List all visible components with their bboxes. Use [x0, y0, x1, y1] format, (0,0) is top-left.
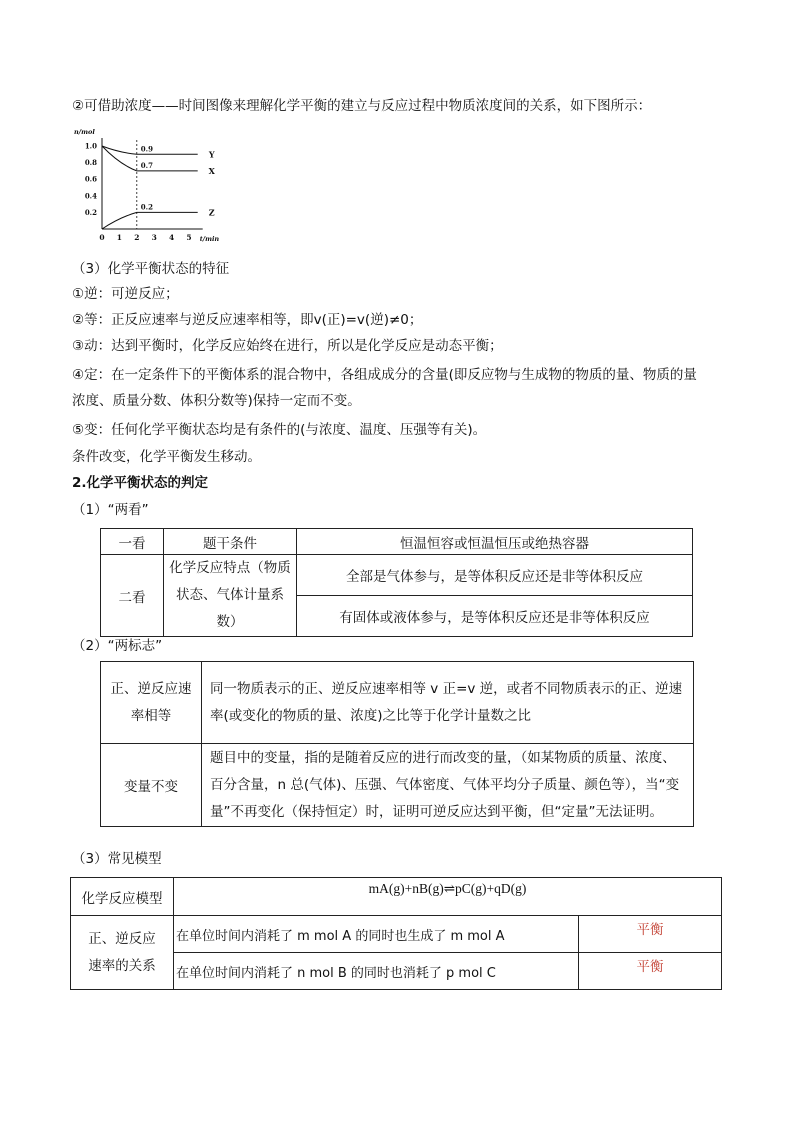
subheading-two-signs: （2）“两标志”: [72, 638, 163, 654]
cell-reaction-features: 化学反应特点（物质 状态、气体计量系数）: [164, 555, 297, 637]
cell-question-conditions: 题干条件: [164, 529, 297, 555]
y-tick-label: 0.4: [84, 191, 97, 201]
x-tick-label: 0: [99, 233, 105, 242]
two-looks-table: [100, 528, 693, 637]
y-tick-label: 0.8: [84, 158, 97, 168]
feature-item-4: ④定：在一定条件下的平衡体系的混合物中，各组成成分的含量(即反应物与生成物的物质的量、物质的量: [72, 367, 697, 383]
x-axis-label: t/min: [199, 235, 220, 243]
x-tick-label: 4: [168, 233, 175, 242]
subheading-two-looks: （1）“两看”: [72, 502, 149, 518]
feature-item-5: ⑤变：任何化学平衡状态均是有条件的(与浓度、温度、压强等有关)。: [72, 422, 487, 438]
series-value-label: 0.9: [140, 144, 153, 154]
y-axis-label: n/mol: [74, 128, 95, 136]
series-value-label: 0.7: [140, 160, 153, 170]
feature-item-1: ①逆：可逆反应；: [72, 286, 179, 302]
subheading-common-models: （3）常见模型: [72, 851, 162, 867]
cell-second-look: 二看: [101, 555, 164, 637]
y-tick-label: 0.2: [84, 207, 97, 217]
cell-first-look: 一看: [101, 529, 164, 555]
cell-condition-2: 在单位时间内消耗了 n mol B 的同时也消耗了 p mol C: [174, 953, 579, 990]
x-tick-label: 2: [134, 233, 140, 242]
cell-all-gas: 全部是气体参与，是等体积反应还是非等体积反应: [297, 555, 693, 596]
result-label: 平衡: [636, 922, 664, 938]
cell-solid-liquid: 有固体或液体参与，是等体积反应还是非等体积反应: [297, 596, 693, 637]
cell-reaction-model: 化学反应模型: [71, 878, 174, 916]
feature-item-2: ②等：正反应速率与逆反应速率相等，即v(正)=v(逆)≠0；: [72, 312, 423, 328]
common-models-table: [70, 877, 722, 990]
cell-result-1: [579, 916, 722, 953]
cell-reaction-equation: mA(g)+nB(g)⇌pC(g)+qD(g): [174, 878, 722, 916]
y-tick-label: 1.0: [84, 141, 97, 151]
section-heading-2: 2.化学平衡状态的判定: [72, 475, 209, 491]
feature-item-4-cont: 浓度、质量分数、体积分数等)保持一定而不变。: [72, 393, 361, 409]
section3-title: （3）化学平衡状态的特征: [72, 261, 230, 277]
x-tick-label: 5: [186, 233, 192, 242]
series-value-label: 0.2: [140, 202, 153, 212]
cell-variable-constant: 变量不变: [101, 744, 202, 827]
feature-item-3: ③动：达到平衡时，化学反应始终在进行，所以是化学反应是动态平衡；: [72, 338, 503, 354]
series-line-z: [102, 212, 198, 229]
y-tick-label: 0.6: [84, 174, 97, 184]
cell-variable-constant-desc: 题目中的变量，指的是随着反应的进行而改变的量，（如某物质的质量、浓度、 百分含量，n 总(气体)、压强、气体密度、气体平均分子质量、颜色等），当“变 量”不再变化（保持恒定）时，证明可逆反应达到平衡，但“定量”无法证明。: [202, 744, 694, 827]
intro-line: ②可借助浓度——时间图像来理解化学平衡的建立与反应过程中物质浓度间的关系，如下图所示：: [72, 98, 652, 114]
cell-rates-equal: 正、逆反应速 率相等: [101, 662, 202, 744]
two-signs-table: [100, 661, 694, 827]
series-name-label: Y: [208, 149, 215, 160]
cell-condition-1: 在单位时间内消耗了 m mol A 的同时也生成了 m mol A: [174, 916, 579, 953]
cell-rate-relation: 正、逆反应 速率的关系: [71, 916, 174, 990]
result-label: 平衡: [636, 959, 664, 975]
x-tick-label: 1: [116, 233, 123, 242]
feature-item-6: 条件改变，化学平衡发生移动。: [72, 449, 261, 465]
cell-container-types: 恒温恒容或恒温恒压或绝热容器: [297, 529, 693, 555]
cell-rates-equal-desc: 同一物质表示的正、逆反应速率相等 v 正=v 逆，或者不同物质表示的正、逆速 率(或变化的物质的量、浓度)之比等于化学计量数之比: [202, 662, 694, 744]
series-name-label: Z: [208, 207, 215, 218]
series-name-label: X: [208, 165, 215, 176]
concentration-time-chart: [72, 126, 237, 244]
cell-result-2: [579, 953, 722, 990]
x-tick-label: 3: [151, 233, 157, 242]
